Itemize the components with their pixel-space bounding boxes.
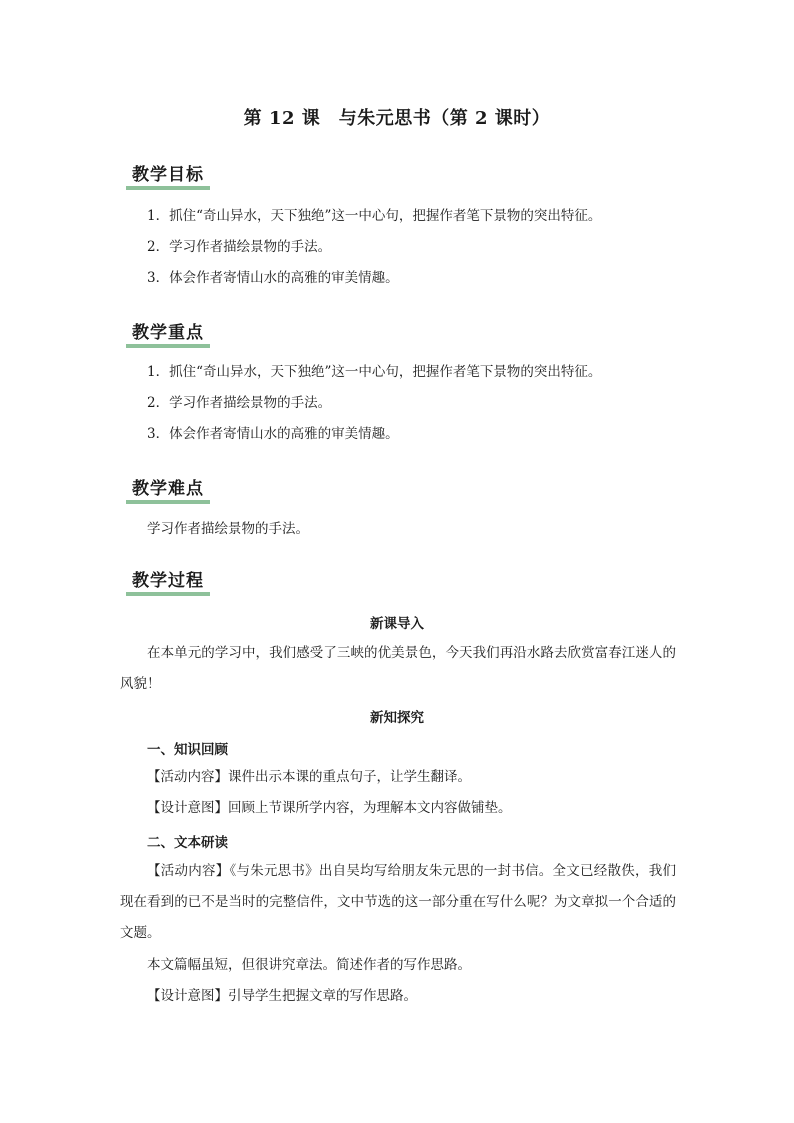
part2-title: 二、文本研读 [147,835,228,851]
section-heading-goals: 教学目标 [126,160,210,186]
key-point-item: 1．抓住“奇山异水，天下独绝”这一中心句，把握作者笔下景物的突出特征。 [147,364,602,380]
part2-design: 【设计意图】引导学生把握文章的写作思路。 [147,988,417,1004]
key-point-item: 3．体会作者寄情山水的高雅的审美情趣。 [147,426,399,442]
goal-item: 1．抓住“奇山异水，天下独绝”这一中心句，把握作者笔下景物的突出特征。 [147,208,602,224]
explore-title: 新知探究 [370,710,424,726]
section-heading-difficulty: 教学难点 [126,474,210,500]
document-title: 第 12 课 与朱元思书（第 2 课时） [243,108,551,129]
section-heading-process: 教学过程 [126,566,210,592]
part2-note: 本文篇幅虽短，但很讲究章法。简述作者的写作思路。 [147,957,471,973]
part1-activity: 【活动内容】课件出示本课的重点句子，让学生翻译。 [147,769,471,785]
goal-item: 3．体会作者寄情山水的高雅的审美情趣。 [147,270,399,286]
section-heading-key-points: 教学重点 [126,318,210,344]
part2-activity: 【活动内容】《与朱元思书》出自吴均写给朋友朱元思的一封书信。全文已经散佚，我们现在看到的已不是当时的完整信件，文中节选的这一部分重在写什么呢？为文章拟一个合适的文题。 [120,863,676,941]
key-point-item: 2．学习作者描绘景物的手法。 [147,395,332,411]
intro-paragraph: 在本单元的学习中，我们感受了三峡的优美景色，今天我们再沿水路去欣赏富春江迷人的风貌！ [120,645,676,692]
part1-design: 【设计意图】回顾上节课所学内容，为理解本文内容做铺垫。 [147,800,512,816]
difficulty-text: 学习作者描绘景物的手法。 [147,521,309,537]
part1-title: 一、知识回顾 [147,742,228,758]
intro-title: 新课导入 [370,616,424,632]
goal-item: 2．学习作者描绘景物的手法。 [147,239,332,255]
